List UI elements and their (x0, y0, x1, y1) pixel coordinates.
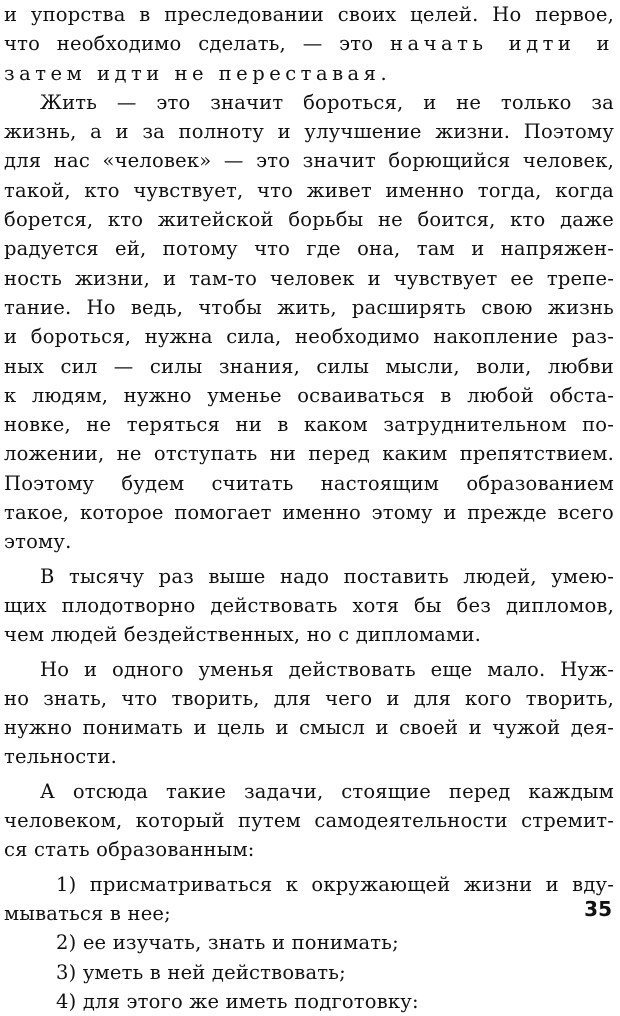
text-line: ность жизни, и там-то человек и чувствует ее трепе- (4, 266, 614, 290)
text-line: ных сил — силы знания, силы мысли, воли, любви (4, 354, 614, 378)
text-line: Жить — это значит бороться, и не только за (40, 90, 614, 114)
spaced-emphasis: начать идти и (390, 32, 614, 56)
page-text-body (4, 0, 614, 1016)
text-line: чем людей бездейственных, но с дипломами. (4, 623, 482, 647)
text-line: для нас «человек» — это значит борющийся человек, (4, 149, 614, 173)
text-line: ся стать образованным: (4, 838, 255, 862)
text-line: новке, не теряться ни в каком затруднительном по- (4, 413, 614, 437)
text-line: 3) уметь в ней действовать; (56, 960, 346, 984)
page-number: 35 (584, 897, 612, 921)
text-line: и бороться, нужна сила, необходимо накопление раз- (4, 325, 614, 349)
text-line: В тысячу раз выше надо поставить людей, умею- (40, 564, 614, 588)
text-line: 4) для этого же иметь подготовку: (56, 989, 419, 1013)
text-line: Поэтому будем считать настоящим образованием (4, 471, 614, 495)
text-line: жизнь, а и за полноту и улучшение жизни. Поэтому (4, 120, 614, 144)
text-line: борется, кто житейской борьбы не боится, кто даже (4, 208, 614, 232)
text-line: Но и одного уменья действовать еще мало. Нуж- (40, 657, 614, 681)
text-line: 1) присматриваться к окружающей жизни и вду- (56, 872, 614, 896)
text-line: этому. (4, 530, 72, 554)
text-line: 2) ее изучать, знать и понимать; (56, 931, 399, 955)
text-line: такое, которое помогает именно этому и прежде всего (4, 501, 614, 525)
text-line: тельности. (4, 745, 117, 769)
text-line: тание. Но ведь, чтобы жить, расширять свою жизнь (4, 295, 614, 319)
text-line: такой, кто чувствует, что живет именно тогда, когда (4, 178, 614, 202)
text-line: человеком, который путем самодеятельности стремит- (4, 809, 614, 833)
text-line: мываться в нее; (4, 901, 171, 925)
text-line: что необходимо сделать, — это начать идти и (4, 32, 614, 56)
text-line: А отсюда такие задачи, стоящие перед каждым (40, 779, 614, 803)
text-line: щих плодотворно действовать хотя бы без дипломов, (4, 593, 614, 617)
text-line: нужно понимать и цель и смысл и своей и чужой дея- (4, 716, 614, 740)
text-line: ложении, не отступать ни перед каким препятствием. (4, 442, 614, 466)
text-line: и упорства в преследовании своих целей. Но первое, (4, 3, 614, 26)
text-line: затем идти не переставая. (4, 61, 392, 85)
text-line: но знать, что творить, для чего и для кого творить, (4, 686, 614, 710)
text-line: к людям, нужно уменье осваиваться в любой обста- (4, 383, 614, 407)
text-line: радуется ей, потому что где она, там и напряжен- (4, 237, 614, 261)
